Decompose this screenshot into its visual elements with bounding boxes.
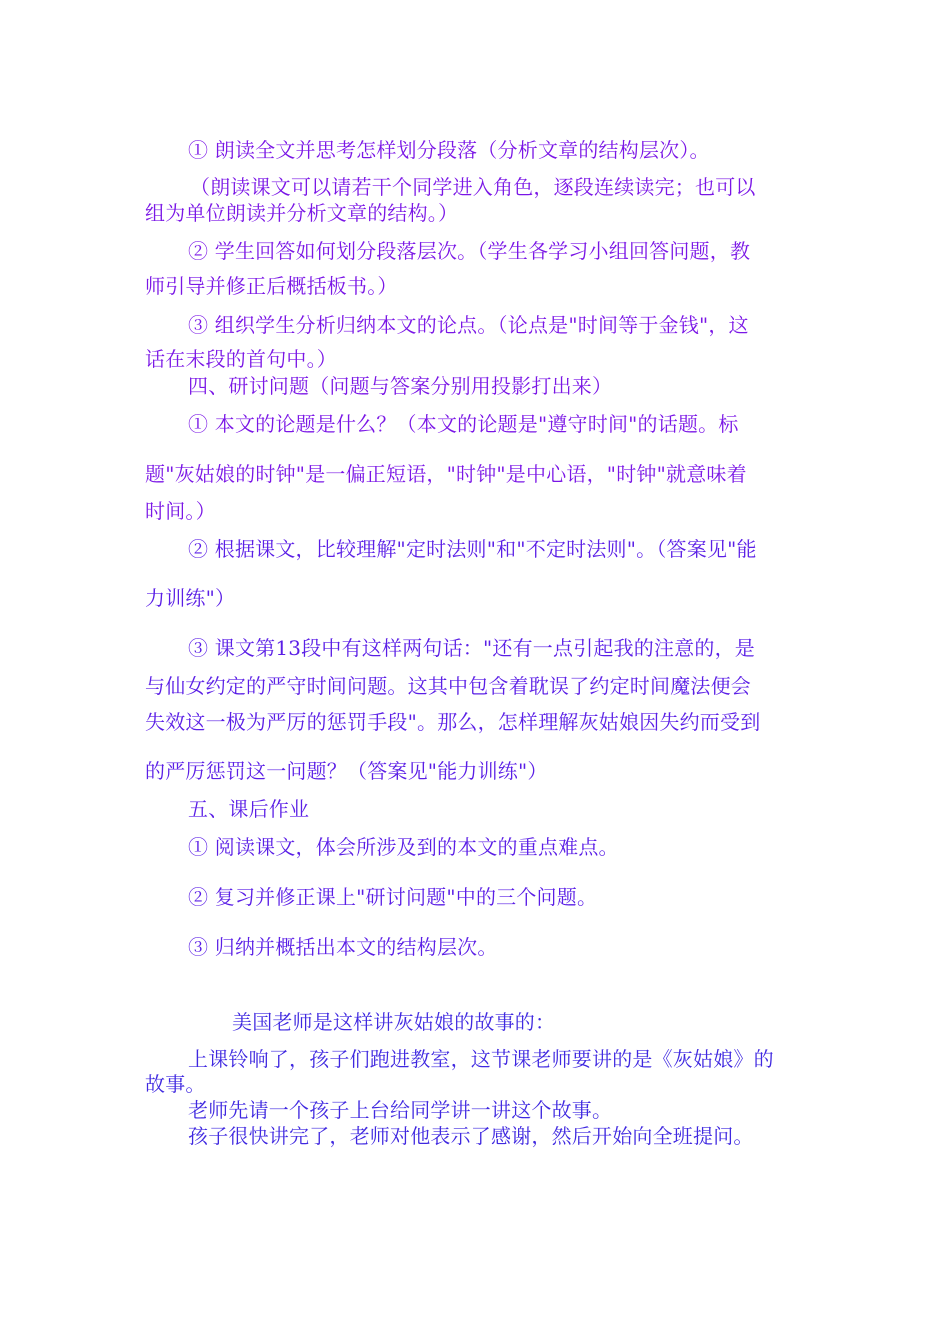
paragraph-line: 话在末段的首句中。） xyxy=(145,347,337,371)
paragraph-line: 力训练"） xyxy=(145,586,236,610)
paragraph-line: 故事。 xyxy=(145,1072,206,1096)
paragraph-line: ② 学生回答如何划分段落层次。（学生各学习小组回答问题，教 xyxy=(188,239,751,263)
story-heading: 美国老师是这样讲灰姑娘的故事的： xyxy=(232,1010,556,1034)
paragraph-line: ② 根据课文，比较理解"定时法则"和"不定时法则"。（答案见"能 xyxy=(188,537,757,561)
paragraph-line: 组为单位朗读并分析文章的结构。） xyxy=(145,201,459,225)
paragraph-line: ③ 组织学生分析归纳本文的论点。（论点是"时间等于金钱"，这 xyxy=(188,313,749,337)
paragraph-line: 失效这一极为严厉的惩罚手段"。那么，怎样理解灰姑娘因失约而受到 xyxy=(145,710,761,734)
paragraph-line: （朗读课文可以请若干个同学进入角色，逐段连续读完；也可以 xyxy=(190,175,756,199)
list-item: ② 复习并修正课上"研讨问题"中的三个问题。 xyxy=(188,885,598,909)
paragraph-line: 上课铃响了，孩子们跑进教室，这节课老师要讲的是《灰姑娘》的 xyxy=(188,1047,774,1071)
paragraph-line: ③ 课文第13段中有这样两句话："还有一点引起我的注意的，是 xyxy=(188,636,756,660)
paragraph-line: ① 本文的论题是什么？（本文的论题是"遵守时间"的话题。标 xyxy=(188,412,739,436)
paragraph-line: ① 朗读全文并思考怎样划分段落（分析文章的结构层次）。 xyxy=(188,138,710,162)
list-item: ③ 归纳并概括出本文的结构层次。 xyxy=(188,935,498,959)
paragraph-line: 题"灰姑娘的时钟"是一偏正短语，"时钟"是中心语，"时钟"就意味着 xyxy=(145,462,747,486)
section-heading: 四、研讨问题（问题与答案分别用投影打出来） xyxy=(188,374,613,398)
paragraph-line: 与仙女约定的严守时间问题。这其中包含着耽误了约定时间魔法便会 xyxy=(145,674,751,698)
paragraph-line: 师引导并修正后概括板书。） xyxy=(145,274,398,298)
section-heading: 五、课后作业 xyxy=(188,797,310,821)
paragraph-line: 老师先请一个孩子上台给同学讲一讲这个故事。 xyxy=(188,1098,613,1122)
paragraph-line: 孩子很快讲完了，老师对他表示了感谢，然后开始向全班提问。 xyxy=(188,1124,754,1148)
list-item: ① 阅读课文，体会所涉及到的本文的重点难点。 xyxy=(188,835,619,859)
paragraph-line: 的严厉惩罚这一问题？（答案见"能力训练"） xyxy=(145,759,548,783)
paragraph-line: 时间。） xyxy=(145,499,216,523)
